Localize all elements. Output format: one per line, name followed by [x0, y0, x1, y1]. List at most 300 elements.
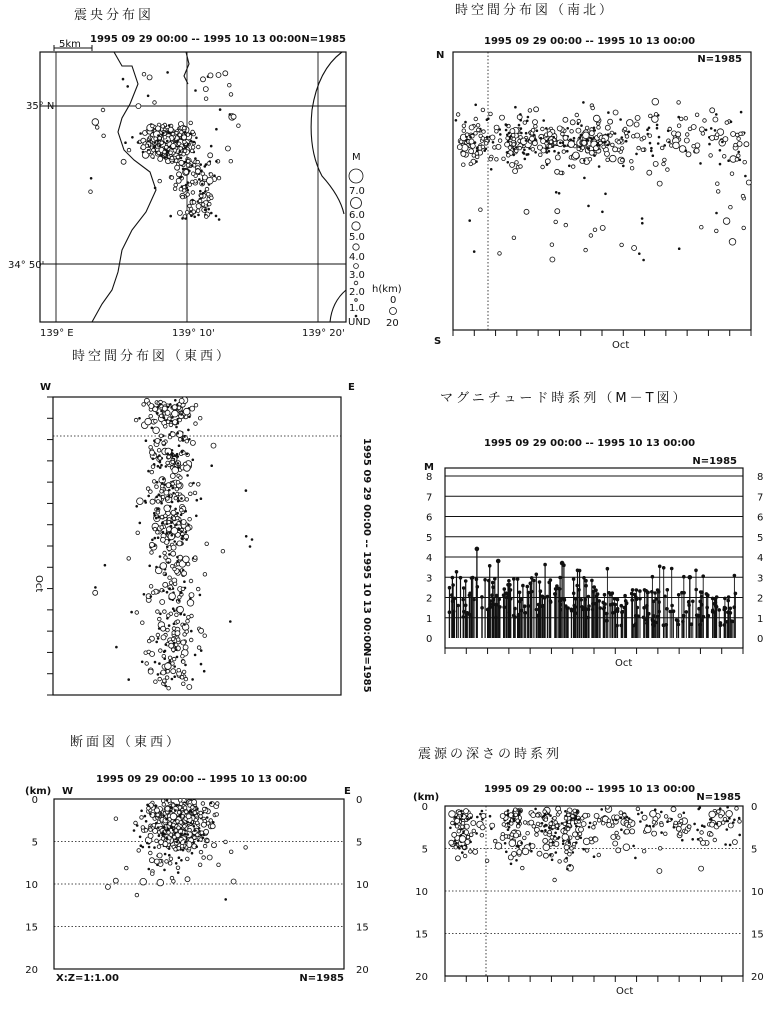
depth-time-marker — [490, 823, 495, 828]
ns-event-marker — [472, 154, 476, 158]
magnitude-bar-head — [691, 600, 694, 603]
magnitude-bar-head — [647, 612, 650, 615]
ns-event-marker — [539, 153, 543, 157]
ew-event-marker — [150, 652, 155, 657]
epicenter-marker — [154, 142, 156, 144]
ns-event-marker — [601, 211, 603, 213]
depth-time-marker — [543, 838, 548, 843]
magnitude-bar-head — [553, 592, 556, 595]
ew-event-marker — [192, 678, 194, 680]
ns-event-marker — [630, 160, 634, 164]
ew-event-marker — [182, 535, 184, 537]
epicenter-marker — [158, 179, 162, 183]
ew-event-marker — [203, 670, 205, 672]
ew-event-marker — [177, 456, 179, 458]
ew-event-marker — [159, 649, 163, 653]
magnitude-tick-right: 2 — [757, 593, 764, 605]
depth-time-marker — [495, 843, 502, 850]
epicenter-marker — [154, 137, 158, 141]
ns-event-marker — [506, 124, 508, 126]
epicenter-marker — [102, 134, 106, 138]
depth-time-marker — [650, 811, 657, 818]
cross-section-marker — [169, 857, 173, 861]
legend-m7-label: 7.0 — [349, 186, 365, 197]
magnitude-bar-head — [631, 599, 634, 602]
depth-time-marker — [516, 819, 520, 823]
ns-event-marker — [597, 126, 601, 130]
legend-m5-circle — [352, 222, 360, 230]
ew-event-marker — [211, 443, 216, 448]
ns-event-marker — [652, 98, 659, 105]
depth-time-marker — [461, 815, 463, 817]
cross-section-marker — [195, 821, 199, 825]
ew-event-marker — [200, 498, 202, 500]
ns-event-marker — [630, 166, 634, 170]
ns-event-marker — [744, 142, 749, 147]
depth-time-marker — [502, 823, 506, 827]
depth-time-marker — [620, 817, 622, 819]
depth-time-marker — [449, 811, 456, 818]
magnitude-bar-head — [505, 596, 508, 599]
epicenter-marker — [185, 147, 187, 149]
magnitude-bar-head — [645, 604, 648, 607]
ew-event-marker — [150, 596, 152, 598]
epicenter-marker — [223, 71, 228, 76]
ew-event-marker — [139, 522, 141, 524]
depth-time-marker — [615, 831, 619, 835]
cross-section-marker — [144, 815, 146, 817]
cross-section-marker — [152, 823, 156, 827]
ew-event-marker — [170, 420, 172, 422]
cross-section-marker — [202, 807, 206, 811]
cross-section-marker — [148, 846, 150, 848]
ns-event-marker — [507, 154, 511, 158]
epicenter-marker — [214, 175, 216, 177]
depth-time-marker — [550, 836, 554, 840]
cross-section-marker — [149, 828, 153, 832]
cross-section-marker — [201, 802, 205, 806]
cross-section-marker — [178, 857, 180, 859]
ns-event-marker — [632, 246, 637, 251]
depth-time-marker — [684, 830, 688, 834]
depth-time-marker — [698, 808, 700, 810]
ew-event-marker — [166, 670, 170, 674]
ns-event-marker — [545, 159, 550, 164]
magnitude-bar-head — [590, 579, 593, 582]
magnitude-bar-head — [658, 565, 661, 568]
magnitude-bar-head — [450, 594, 453, 597]
depth-time-marker — [572, 851, 574, 853]
ew-event-marker — [160, 526, 164, 530]
ew-event-marker — [154, 537, 156, 539]
depth-time-marker — [543, 810, 547, 814]
ns-event-marker — [583, 159, 585, 161]
ew-event-marker — [245, 490, 247, 492]
epicenter-marker — [204, 209, 206, 211]
depth-time-marker — [473, 849, 478, 854]
ew-event-marker — [181, 497, 183, 499]
depth-time-marker — [652, 825, 654, 827]
depth-time-marker — [570, 847, 574, 851]
ew-event-marker — [176, 481, 180, 485]
depth-time-marker — [470, 817, 472, 819]
ns-event-marker — [506, 134, 508, 136]
ew-event-marker — [180, 592, 182, 594]
ns-event-marker — [548, 144, 552, 148]
ew-event-marker — [141, 621, 145, 625]
legend-m1-label: 1.0 — [349, 303, 365, 314]
ns-event-marker — [570, 120, 575, 125]
ew-event-marker — [169, 593, 176, 600]
ns-event-marker — [663, 158, 667, 162]
ns-event-marker — [519, 165, 523, 169]
ew-event-marker — [211, 465, 213, 467]
ns-event-marker — [490, 135, 495, 140]
cross-section-marker — [145, 820, 147, 822]
depth-time-marker — [517, 850, 522, 855]
depth-time-marker — [624, 817, 626, 819]
depth-time-marker — [456, 842, 458, 844]
ns-event-marker — [743, 160, 747, 164]
ew-event-marker — [168, 625, 170, 627]
epicenter-marker — [121, 159, 126, 164]
cross-section-marker — [165, 829, 167, 831]
ns-event-marker — [511, 133, 515, 137]
magnitude-tick-left: 1 — [426, 613, 433, 625]
ew-event-marker — [187, 429, 189, 431]
panel-magnitude-time — [424, 390, 763, 669]
ew-event-marker — [176, 556, 178, 558]
ns-event-marker — [723, 218, 730, 225]
cross-section-marker — [206, 817, 208, 819]
depth-tick-right: 20 — [356, 965, 369, 976]
depth-time-marker — [530, 844, 535, 849]
ns-event-marker — [523, 149, 525, 151]
magnitude-bar-head — [464, 580, 467, 583]
ns-event-marker — [465, 121, 467, 123]
magnitude-bar-head — [643, 588, 646, 591]
cross-section-marker — [148, 833, 153, 838]
lat-label-35n: 35° N — [26, 101, 55, 112]
ns-event-marker — [700, 162, 702, 164]
epicenter-marker — [218, 219, 220, 221]
depth-time-marker — [479, 813, 481, 815]
ew-event-marker — [180, 676, 184, 680]
cross-section-marker — [175, 862, 177, 864]
panel5-east-label: E — [344, 786, 351, 797]
ns-event-marker — [499, 133, 501, 135]
ew-event-marker — [186, 453, 188, 455]
epicenter-marker — [194, 158, 196, 160]
depth-time-marker — [688, 825, 692, 829]
depth-time-marker — [569, 865, 571, 867]
ew-event-marker — [169, 581, 173, 585]
ew-event-marker — [171, 510, 176, 515]
legend-und-label: UND — [348, 317, 371, 328]
epicenter-marker — [208, 73, 213, 78]
ns-event-marker — [474, 117, 478, 121]
cross-section-marker — [168, 822, 172, 826]
ew-event-marker — [161, 464, 163, 466]
ew-event-marker — [188, 416, 190, 418]
ns-event-marker — [541, 139, 546, 144]
ns-event-marker — [515, 146, 517, 148]
panel4-day-ticks — [445, 648, 743, 654]
magnitude-bar-head — [718, 608, 721, 611]
ew-event-marker — [184, 624, 186, 626]
magnitude-tick-left: 4 — [426, 553, 433, 564]
panel2-frame — [453, 52, 751, 330]
ns-event-marker — [550, 257, 555, 262]
cross-section-marker — [157, 827, 159, 829]
ns-event-marker — [598, 166, 600, 168]
epicenter-marker — [196, 160, 200, 164]
ns-event-marker — [746, 180, 751, 185]
ew-event-marker — [160, 490, 164, 494]
panel3-west-label: W — [40, 382, 52, 393]
magnitude-bar-head — [459, 576, 462, 579]
ns-event-marker — [593, 115, 600, 122]
cross-section-marker — [155, 839, 159, 843]
magnitude-bar-head — [723, 597, 726, 600]
panel2-title: 時空間分布図（南北） — [455, 3, 616, 18]
magnitude-bar-head — [631, 588, 634, 591]
ew-event-marker — [174, 666, 176, 668]
depth-time-marker — [469, 850, 473, 854]
ew-event-marker — [163, 551, 167, 555]
depth-time-marker — [626, 816, 628, 818]
depth-time-marker — [633, 845, 635, 847]
epicenter-marker — [147, 75, 152, 80]
depth-time-marker — [634, 857, 636, 859]
ew-event-marker — [199, 594, 201, 596]
epicenter-marker — [162, 132, 164, 134]
ew-event-marker — [189, 638, 193, 642]
depth-time-marker — [625, 829, 630, 834]
epicenter-marker — [205, 215, 209, 219]
ns-event-marker — [620, 243, 624, 247]
cross-section-marker — [210, 802, 212, 804]
depth-time-marker — [461, 821, 465, 825]
ew-event-marker — [145, 440, 147, 442]
ns-event-marker — [518, 124, 520, 126]
depth-tick-left: 15 — [415, 929, 428, 941]
ew-event-marker — [150, 499, 155, 504]
ns-event-marker — [602, 145, 606, 149]
ew-event-marker — [177, 668, 181, 672]
panel2-date-range: 1995 09 29 00:00 -- 1995 10 13 00:00 — [484, 36, 696, 47]
magnitude-bar-head — [549, 579, 552, 582]
ew-event-marker — [142, 403, 146, 407]
cross-section-marker — [168, 848, 170, 850]
ew-event-marker — [161, 495, 165, 499]
ns-event-marker — [581, 146, 585, 150]
ew-event-marker — [180, 508, 184, 512]
ns-event-marker — [742, 226, 746, 230]
magnitude-bar-head — [563, 599, 566, 602]
epicenter-marker — [190, 133, 192, 135]
ew-event-marker — [176, 426, 178, 428]
ns-event-marker — [731, 132, 736, 137]
ns-event-marker — [555, 155, 560, 160]
depth-time-marker — [535, 833, 539, 837]
depth-time-marker — [516, 824, 520, 828]
depth-time-marker — [654, 809, 656, 811]
ns-event-marker — [561, 132, 565, 136]
ew-event-marker — [167, 614, 171, 618]
depth-time-marker — [544, 818, 548, 822]
depth-time-marker — [554, 821, 558, 825]
ew-event-marker — [172, 410, 179, 417]
ew-event-marker — [186, 539, 188, 541]
ns-event-marker — [492, 141, 494, 143]
magnitude-bar-head — [610, 593, 613, 596]
ns-event-marker — [462, 124, 466, 128]
ew-event-marker — [154, 661, 156, 663]
ns-event-marker — [512, 143, 516, 147]
ns-event-marker — [643, 259, 645, 261]
ew-event-marker — [93, 590, 98, 595]
depth-time-marker — [489, 815, 491, 817]
cross-section-marker — [217, 863, 221, 867]
ew-event-marker — [145, 502, 147, 504]
ns-event-marker — [469, 149, 474, 154]
ns-event-marker — [564, 145, 566, 147]
epicenter-marker — [215, 160, 217, 162]
ew-event-marker — [151, 427, 153, 429]
depth-time-marker — [593, 856, 595, 858]
ew-event-marker — [196, 587, 200, 591]
depth-time-marker — [729, 844, 731, 846]
ns-event-marker — [658, 136, 660, 138]
depth-tick-left: 20 — [415, 972, 428, 983]
cross-section-marker — [170, 813, 177, 820]
epicenter-marker — [164, 156, 166, 158]
ns-event-marker — [613, 147, 618, 152]
depth-time-marker — [543, 844, 550, 851]
epicenter-marker — [186, 163, 190, 167]
ns-event-marker — [677, 101, 681, 105]
coastline-north — [184, 52, 189, 84]
epicenter-marker — [219, 109, 221, 111]
epicenter-marker — [141, 145, 146, 150]
coastline-izu-oshima — [311, 52, 344, 214]
depth-time-marker — [461, 852, 463, 854]
ns-event-marker — [621, 158, 625, 162]
ns-event-marker — [738, 151, 740, 153]
magnitude-bar-head — [682, 614, 685, 617]
depth-time-marker — [619, 811, 623, 815]
ns-event-marker — [523, 121, 527, 125]
depth-time-marker — [461, 810, 463, 812]
coastline-izu-peninsula — [92, 52, 156, 322]
ns-event-marker — [513, 169, 518, 174]
epicenter-marker — [151, 124, 155, 128]
ns-event-marker — [714, 129, 716, 131]
epicenter-marker — [163, 150, 167, 154]
ns-event-marker — [566, 150, 568, 152]
ew-event-marker — [176, 620, 180, 624]
depth-tick-right: 10 — [751, 887, 764, 898]
cross-section-marker — [155, 822, 157, 824]
legend-m4-circle — [353, 244, 359, 250]
ew-event-marker — [176, 638, 180, 642]
ns-event-marker — [600, 225, 605, 230]
depth-time-marker — [555, 832, 557, 834]
ew-event-marker — [169, 643, 174, 648]
depth-time-marker — [535, 808, 537, 810]
cross-section-marker — [167, 831, 171, 835]
ns-event-marker — [537, 145, 542, 150]
ns-event-marker — [591, 106, 595, 110]
depth-time-marker — [558, 860, 562, 864]
cross-section-marker — [177, 826, 181, 830]
ns-event-marker — [489, 157, 493, 161]
depth-time-marker — [549, 827, 551, 829]
magnitude-bar-head — [535, 573, 538, 576]
epicenter-marker — [202, 175, 207, 180]
cross-section-marker — [157, 845, 161, 849]
epicenter-marker — [151, 155, 155, 159]
epicenter-marker — [177, 210, 182, 215]
epicenter-marker — [183, 215, 187, 219]
ew-event-marker — [164, 514, 168, 518]
epicenter-marker — [210, 196, 214, 200]
depth-time-marker — [543, 825, 545, 827]
panel3-frame — [53, 397, 341, 695]
ns-event-marker — [589, 131, 594, 136]
cross-section-marker — [163, 826, 165, 828]
ns-event-marker — [573, 152, 580, 159]
cross-section-marker — [164, 853, 166, 855]
ew-event-marker — [153, 512, 155, 514]
depth-time-marker — [692, 838, 694, 840]
ns-event-marker — [623, 127, 627, 131]
magnitude-bar-head — [671, 604, 674, 607]
epicenter-marker — [229, 159, 233, 163]
magnitude-peak-head — [688, 575, 692, 579]
ew-event-marker — [166, 533, 168, 535]
ew-event-marker — [173, 582, 177, 586]
magnitude-bar-head — [503, 588, 506, 591]
ns-event-marker — [508, 146, 512, 150]
ns-event-marker — [498, 139, 502, 143]
cross-section-marker — [155, 808, 160, 813]
cross-section-marker — [192, 800, 197, 805]
ns-event-marker — [512, 137, 516, 141]
ew-event-marker — [104, 564, 106, 566]
ew-event-marker — [171, 416, 173, 418]
cross-section-marker — [170, 876, 174, 880]
ns-event-marker — [700, 225, 704, 229]
ns-event-marker — [662, 162, 666, 166]
ns-event-marker — [686, 152, 691, 157]
depth-time-marker — [449, 827, 451, 829]
epicenter-marker — [179, 187, 183, 191]
cross-section-marker — [179, 799, 183, 803]
ew-event-marker — [174, 399, 176, 401]
epicenter-marker — [89, 190, 93, 194]
panel2-event-count: N=1985 — [697, 54, 742, 65]
epicenter-marker — [136, 104, 141, 109]
ew-event-marker — [137, 498, 144, 505]
depth-time-marker — [553, 816, 557, 820]
ns-event-marker — [730, 121, 732, 123]
epicenter-marker — [154, 187, 156, 189]
ns-event-marker — [487, 118, 489, 120]
ns-event-marker — [650, 147, 652, 149]
magnitude-bar-head — [539, 590, 542, 593]
